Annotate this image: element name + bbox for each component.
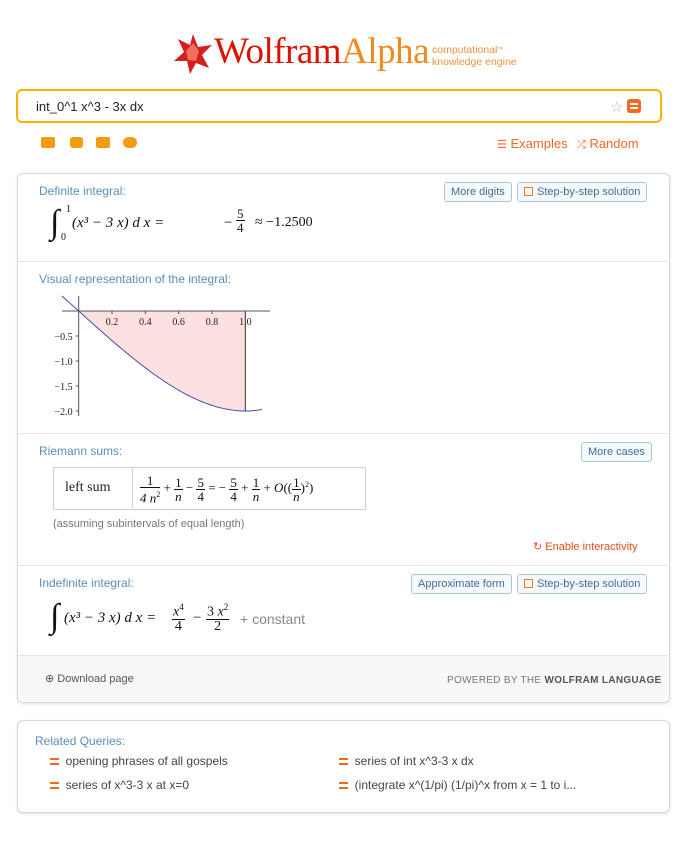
riemann-col-divider: [132, 468, 133, 508]
frac-5-4-b: $\frac{5}{4}$: [230, 474, 237, 504]
fraction-5-4: [236, 207, 245, 234]
x-tick-label: 0.2: [105, 317, 119, 328]
left-sum-label: left sum: [65, 480, 111, 495]
approx-value: ≈ −1.2500: [255, 215, 313, 230]
related-query-label: (integrate x^(1/pi) (1/pi)^x from x = 1 to i...: [354, 778, 577, 792]
wolframalpha-logo[interactable]: [214, 30, 429, 73]
related-query-label: opening phrases of all gospels: [65, 754, 228, 768]
more-digits-button[interactable]: [444, 182, 512, 202]
y-tick-label: −1.0: [54, 357, 73, 368]
download-label: Download page: [57, 673, 134, 685]
x-tick-label: 0.8: [205, 317, 219, 328]
y-tick-label: −2.0: [54, 407, 73, 418]
interactivity-label: Enable interactivity: [545, 541, 638, 553]
more-cases-button[interactable]: [581, 442, 652, 462]
step-by-step-button-2[interactable]: [517, 574, 647, 594]
indefinite-integral-result: ∫ (x³ − 3 x) d x = $\frac{x^4}{4}$ − $\frac{3 x^2}{2}$ + constant: [50, 598, 305, 635]
star-icon[interactable]: ☆: [610, 99, 624, 116]
tagline-tm: ™: [497, 47, 504, 53]
related-query-item[interactable]: [50, 778, 189, 792]
related-query-item[interactable]: [50, 754, 228, 768]
data-input-icon[interactable]: [96, 137, 110, 148]
compute-equals-button[interactable]: [627, 99, 641, 113]
visual-representation-title: Visual representation of the integral:: [39, 272, 231, 286]
equals-icon: [50, 782, 59, 789]
frac-5-4-a: $\frac{5}{4}$: [197, 474, 204, 504]
x-tick-label: 1.0: [239, 317, 252, 328]
riemann-note: (assuming subintervals of equal length): [53, 518, 245, 530]
random-label: Random: [589, 136, 639, 151]
search-input[interactable]: int_0^1 x^3 - 3x dx: [36, 99, 144, 114]
step-by-step-label: Step-by-step solution: [537, 186, 641, 198]
more-digits-label: More digits: [451, 186, 505, 198]
examples-link[interactable]: [497, 136, 568, 151]
definite-integral-result: [50, 206, 370, 246]
camera-icon[interactable]: [70, 137, 83, 148]
integral-sign-icon: ∫: [50, 598, 60, 635]
frac-3x2-2: $\frac{3 x^2}{2}$: [207, 602, 229, 634]
definite-integral-title: Definite integral:: [39, 184, 126, 198]
pencil-icon: [524, 187, 533, 196]
minus-sign: −: [224, 215, 233, 231]
wolfram-spikey-logo-icon: [172, 33, 214, 75]
equals-icon: [50, 758, 59, 765]
riemann-sums-title: Riemann sums:: [39, 444, 123, 458]
related-query-label: series of int x^3-3 x dx: [354, 754, 474, 768]
indef-integrand: (x³ − 3 x) d x =: [64, 610, 157, 626]
upper-limit: 1: [66, 204, 71, 215]
pod-divider: [17, 565, 668, 566]
pencil-icon: [524, 579, 533, 588]
keyboard-icon[interactable]: [41, 137, 55, 148]
enable-interactivity-link[interactable]: [533, 540, 638, 553]
step-by-step-button[interactable]: [517, 182, 647, 202]
x-tick-label: 0.6: [172, 317, 185, 328]
more-cases-label: More cases: [588, 446, 645, 458]
list-icon: ☰: [497, 139, 507, 151]
integral-area: [79, 311, 246, 411]
lower-limit: 0: [61, 232, 66, 243]
download-icon: ⊕: [45, 673, 55, 685]
pod-divider: [17, 261, 668, 262]
tagline-line-2: knowledge engine: [432, 56, 517, 68]
related-query-item[interactable]: [339, 754, 474, 768]
related-queries-title: Related Queries:: [35, 734, 126, 748]
frac-x4-4: $\frac{x^4}{4}$: [173, 602, 184, 634]
step-by-step-label-2: Step-by-step solution: [537, 578, 641, 590]
random-link[interactable]: [577, 136, 639, 152]
logo-tagline: [432, 44, 517, 68]
frac-1-n: $\frac{1}{n}$: [175, 474, 182, 504]
y-tick-label: −1.5: [54, 382, 73, 393]
powered-brand: WOLFRAM LANGUAGE: [544, 675, 662, 686]
plus-constant: + constant: [240, 611, 305, 627]
approximate-form-button[interactable]: [411, 574, 512, 594]
integral-plot: [40, 290, 270, 420]
equals-icon: [339, 782, 348, 789]
examples-label: Examples: [510, 136, 568, 151]
y-tick-label: −0.5: [54, 332, 73, 343]
tagline-line-1: computational: [432, 44, 498, 56]
frac-1-n-b: $\frac{1}{n}$: [252, 474, 260, 504]
riemann-expression: $\frac{1}{4 n^2}$ + $\frac{1}{n}$ − $\frac{5}{4}$ = − $\frac{5}{4}$ + $\frac{1}{n}$ + O(( $\frac{1}{n}$ )$^2$): [140, 473, 314, 506]
equals-icon: [339, 758, 348, 765]
related-query-item[interactable]: [339, 778, 576, 792]
upload-icon[interactable]: [123, 137, 137, 148]
interactivity-icon: ↻: [533, 541, 543, 553]
pod-divider: [17, 433, 668, 434]
indefinite-integral-title: Indefinite integral:: [39, 576, 134, 590]
shuffle-icon: ⤮: [577, 139, 586, 151]
download-page-link[interactable]: [45, 672, 134, 685]
frac-den: 4: [237, 220, 244, 235]
logo-alpha: Alpha: [341, 31, 430, 72]
frac-1-4n2: $\frac{1}{4 n^2}$: [140, 473, 161, 506]
integral-sign-icon: ∫: [50, 204, 60, 241]
logo-wolfram: Wolfram: [214, 31, 342, 72]
approximate-form-label: Approximate form: [418, 578, 505, 590]
related-query-label: series of x^3-3 x at x=0: [65, 778, 190, 792]
x-tick-label: 0.4: [139, 317, 152, 328]
integrand: (x³ − 3 x) d x =: [72, 215, 165, 231]
frac-num: 5: [237, 206, 244, 221]
powered-by[interactable]: [447, 675, 662, 686]
powered-prefix: POWERED BY THE: [447, 675, 542, 686]
